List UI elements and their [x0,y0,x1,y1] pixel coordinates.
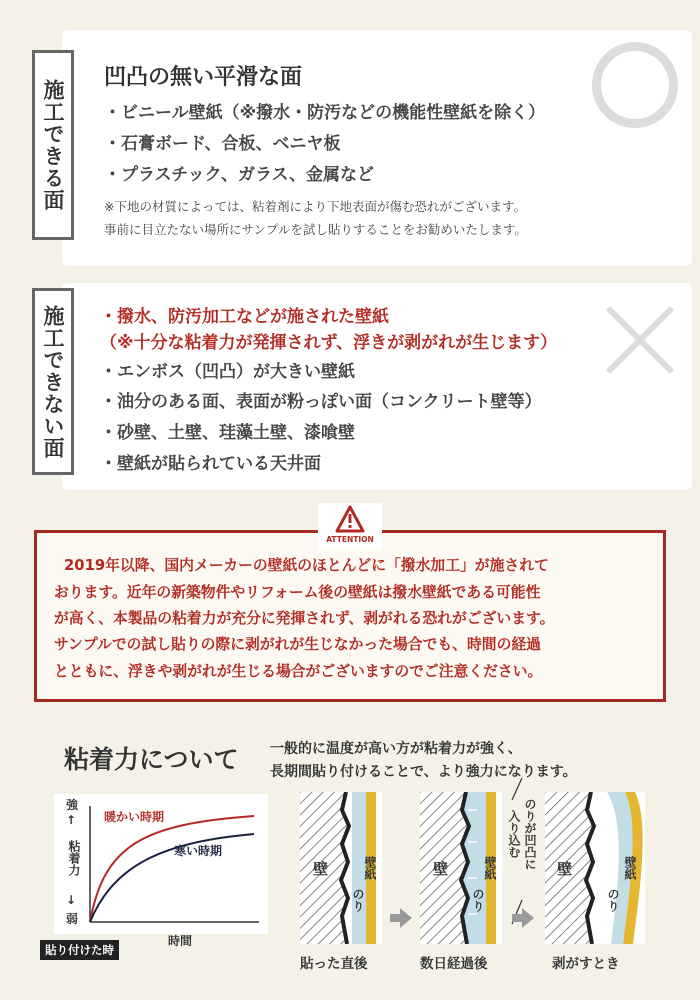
y-arrow-up: ↑ [66,813,77,827]
attention-line: が高く、本製品の粘着力が充分に発揮されず、剥がれる恐れがございます。 [54,610,555,627]
warning-icon [335,505,365,533]
attention-label: ATTENTION [326,535,374,544]
cold-label: 寒い時期 [174,844,223,858]
ng-item: ・油分のある面、表面が粉っぽい面（コンクリート壁等） [100,392,542,412]
glue-label: のり [351,888,365,912]
ok-section-label: 施工できる面 [32,50,74,240]
warm-curve [90,816,254,922]
y-axis-label: 粘着力 [67,840,81,876]
glue-label: のり [471,888,485,912]
adhesion-title: 粘着力について [64,745,239,774]
stage-caption: 剥がすとき [552,956,620,972]
callout-line-1: のりが凹凸に [523,798,537,870]
attention-line: 2019年以降、国内メーカーの壁紙のほとんどに「撥水加工」が施されて [64,557,549,574]
adhesion-desc: 長期間貼り付けることで、より強力になります。 [270,764,577,780]
ng-item: ・壁紙が貼られている天井面 [100,454,321,474]
ok-section-title: 凹凸の無い平滑な面 [104,65,303,90]
circle-icon [592,42,678,128]
y-strong-label: 強 [66,798,79,812]
start-label: 貼り付けた時 [40,940,119,960]
ok-note: ※下地の材質によっては、粘着剤により下地表面が傷む恐れがございます。 [104,199,526,214]
attention-badge [318,503,382,549]
paper-label: 壁紙 [363,856,377,880]
stage-caption: 数日経過後 [420,956,488,972]
ok-item: ・ビニール壁紙（※撥水・防汚などの機能性壁紙を除く） [104,103,546,123]
callout-line-2: 入り込む [507,810,521,858]
x-axis-label: 時間 [168,934,193,948]
ng-item-red: （※十分な粘着力が発揮されず、浮きが剥がれが生じます） [100,333,558,353]
ng-item: ・エンボス（凹凸）が大きい壁紙 [100,362,355,382]
ng-section-label: 施工できない面 [32,288,74,475]
wall-label: 壁 [313,860,329,878]
adhesion-desc: 一般的に温度が高い方が粘着力が強く、 [270,741,522,757]
arrow-right-icon [390,908,412,928]
attention-line: おります。近年の新築物件やリフォーム後の壁紙は撥水壁紙である可能性 [54,584,541,601]
ok-item: ・石膏ボード、合板、ベニヤ板 [104,134,341,154]
stage-caption: 貼った直後 [300,956,368,972]
y-arrow-down: ↓ [66,893,77,907]
attention-line: サンプルでの試し貼りの際に剥がれが生じなかった場合でも、時間の経過 [54,636,541,653]
warm-label: 暖かい時期 [104,810,165,824]
cold-curve [90,834,254,922]
attention-line: とともに、浮きや剥がれが生じる場合がございますのでご注意ください。 [54,663,543,680]
glue-label: のり [606,888,620,912]
ok-item: ・プラスチック、ガラス、金属など [104,165,374,185]
paper-label: 壁紙 [483,856,497,880]
ok-note: 事前に目立たない場所にサンプルを試し貼りすることをお勧めいたします。 [104,222,527,237]
arrow-right-icon [512,908,534,928]
paper-label: 壁紙 [623,856,637,880]
wall-label: 壁 [433,860,449,878]
y-weak-label: 弱 [66,912,79,926]
ng-item: ・砂壁、土壁、珪藻土壁、漆喰壁 [100,423,355,443]
ng-item-red: ・撥水、防汚加工などが施された壁紙 [100,307,389,327]
wall-label: 壁 [557,860,573,878]
cross-icon [602,302,678,378]
